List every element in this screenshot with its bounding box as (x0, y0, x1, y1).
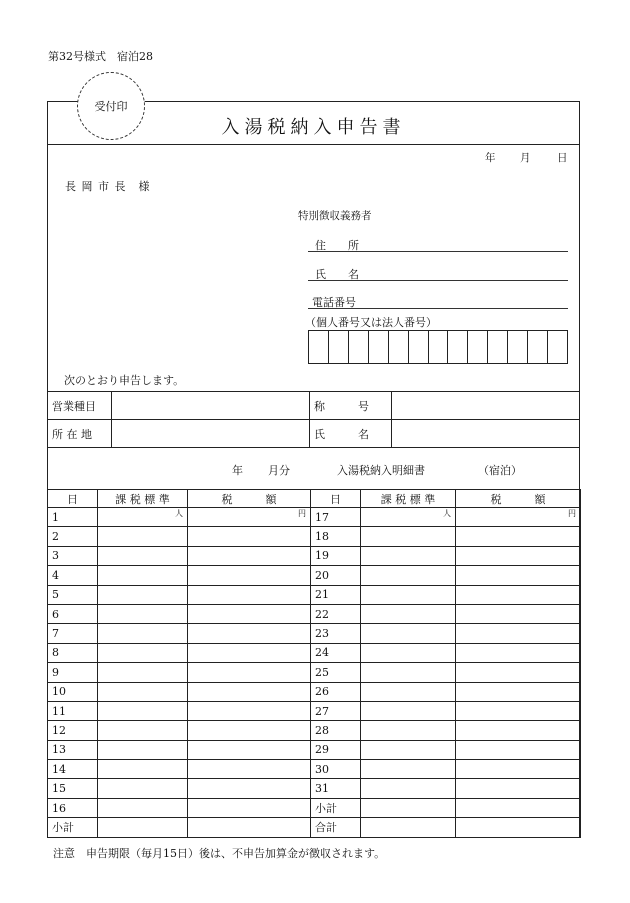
day-cell: 21 (311, 585, 361, 604)
standard-cell[interactable] (361, 546, 456, 565)
stamp-label: 受付印 (94, 100, 128, 113)
tax-cell[interactable] (456, 527, 581, 546)
day-cell: 28 (311, 721, 361, 740)
address-label: 住 所 (315, 239, 359, 252)
tax-cell[interactable] (188, 585, 311, 604)
detail-type: （宿泊） (478, 464, 522, 477)
standard-cell[interactable] (361, 818, 456, 837)
day-cell: 22 (311, 604, 361, 623)
day-cell: 11 (48, 701, 98, 720)
detail-table (47, 489, 581, 838)
table-row (48, 566, 581, 585)
day-cell: 20 (311, 566, 361, 585)
standard-cell[interactable] (98, 546, 188, 565)
tax-cell[interactable] (456, 818, 581, 837)
location-label: 所 在 地 (48, 420, 112, 448)
reception-stamp-circle (77, 72, 145, 140)
table-row (48, 663, 581, 682)
standard-cell[interactable] (361, 585, 456, 604)
tax-cell[interactable] (188, 624, 311, 643)
table-row (48, 508, 581, 527)
tax-cell[interactable] (456, 798, 581, 817)
tax-cell[interactable] (456, 624, 581, 643)
day-cell: 30 (311, 760, 361, 779)
tax-cell[interactable] (456, 566, 581, 585)
standard-cell[interactable] (98, 624, 188, 643)
tax-cell[interactable] (188, 701, 311, 720)
day-cell: 18 (311, 527, 361, 546)
day-cell: 26 (311, 682, 361, 701)
phone-field[interactable] (308, 308, 568, 309)
tax-cell[interactable] (456, 760, 581, 779)
day-cell: 4 (48, 566, 98, 585)
detail-title: 入湯税納入明細書 (337, 464, 425, 477)
tax-cell[interactable] (188, 546, 311, 565)
table-row (48, 527, 581, 546)
day-cell: 13 (48, 740, 98, 759)
tax-cell[interactable] (456, 740, 581, 759)
tax-cell[interactable] (188, 643, 311, 662)
standard-cell[interactable] (361, 760, 456, 779)
tax-cell[interactable] (456, 701, 581, 720)
tax-cell[interactable] (456, 585, 581, 604)
standard-cell[interactable] (98, 585, 188, 604)
owner-name-field[interactable] (392, 420, 580, 448)
unit-label: 人 (443, 509, 451, 518)
header-day-right: 日 (311, 490, 361, 508)
obligor-label: 特別徴収義務者 (298, 210, 372, 222)
day-cell: 合計 (311, 818, 361, 837)
day-cell: 小計 (311, 798, 361, 817)
tax-cell[interactable] (188, 779, 311, 798)
standard-cell[interactable] (361, 566, 456, 585)
standard-cell[interactable] (98, 701, 188, 720)
day-cell: 9 (48, 663, 98, 682)
address-field[interactable] (308, 251, 568, 252)
table-row (48, 585, 581, 604)
tax-cell[interactable] (188, 566, 311, 585)
standard-cell[interactable] (361, 643, 456, 662)
standard-cell[interactable] (361, 682, 456, 701)
standard-cell[interactable] (98, 779, 188, 798)
tax-cell[interactable] (456, 508, 581, 527)
tax-cell[interactable] (456, 546, 581, 565)
unit-label: 人 (175, 509, 183, 518)
table-row (48, 740, 581, 759)
tax-cell[interactable] (188, 798, 311, 817)
tax-cell[interactable] (188, 508, 311, 527)
table-row (48, 701, 581, 720)
business-info-table (47, 391, 580, 448)
standard-cell[interactable] (361, 779, 456, 798)
day-cell: 24 (311, 643, 361, 662)
day-cell: 10 (48, 682, 98, 701)
tax-cell[interactable] (456, 779, 581, 798)
header-tax-right: 税 額 (456, 490, 581, 508)
standard-cell[interactable] (98, 760, 188, 779)
standard-cell[interactable] (98, 604, 188, 623)
notice-text: 注意 申告期限（毎月15日）後は、不申告加算金が徴収されます。 (53, 847, 386, 860)
tax-cell[interactable] (188, 760, 311, 779)
table-row (48, 760, 581, 779)
day-cell: 8 (48, 643, 98, 662)
detail-title-row (47, 448, 580, 489)
standard-cell[interactable] (361, 604, 456, 623)
standard-cell[interactable] (98, 818, 188, 837)
day-cell: 23 (311, 624, 361, 643)
day-cell: 27 (311, 701, 361, 720)
tax-cell[interactable] (456, 682, 581, 701)
phone-label: 電話番号 (312, 296, 356, 309)
table-row (48, 546, 581, 565)
tax-cell[interactable] (456, 721, 581, 740)
id-number-boxes[interactable] (308, 330, 568, 364)
name-label: 氏 名 (315, 268, 359, 281)
tax-cell[interactable] (188, 527, 311, 546)
day-cell: 2 (48, 527, 98, 546)
day-cell: 14 (48, 760, 98, 779)
unit-label: 円 (298, 509, 306, 518)
table-row (48, 818, 581, 837)
table-row (48, 643, 581, 662)
tax-cell[interactable] (188, 818, 311, 837)
tax-cell[interactable] (456, 604, 581, 623)
trade-name-label: 称 号 (310, 392, 392, 420)
tax-cell[interactable] (456, 643, 581, 662)
standard-cell[interactable] (361, 663, 456, 682)
day-cell: 25 (311, 663, 361, 682)
standard-cell[interactable] (98, 740, 188, 759)
day-cell: 6 (48, 604, 98, 623)
date-year-label: 年 (485, 152, 496, 164)
table-row (48, 624, 581, 643)
tax-cell[interactable] (456, 663, 581, 682)
table-row (48, 604, 581, 623)
date-month-label: 月 (520, 152, 531, 164)
name-field[interactable] (308, 280, 568, 281)
day-cell: 12 (48, 721, 98, 740)
day-cell: 16 (48, 798, 98, 817)
standard-cell[interactable] (361, 798, 456, 817)
trade-name-field[interactable] (392, 392, 580, 420)
header-standard-right: 課 税 標 準 (361, 490, 456, 508)
detail-year-label: 年 (232, 464, 243, 477)
day-cell: 31 (311, 779, 361, 798)
business-type-field[interactable] (112, 392, 310, 420)
day-cell: 1 (48, 508, 98, 527)
tax-cell[interactable] (188, 682, 311, 701)
day-cell: 3 (48, 546, 98, 565)
business-type-label: 営業種目 (48, 392, 112, 420)
page-title: 入湯税納入申告書 (221, 117, 406, 138)
standard-cell[interactable] (361, 701, 456, 720)
day-cell: 小計 (48, 818, 98, 837)
standard-cell[interactable] (98, 721, 188, 740)
header-standard-left: 課 税 標 準 (98, 490, 188, 508)
day-cell: 5 (48, 585, 98, 604)
standard-cell[interactable] (98, 508, 188, 527)
addressee: 長 岡 市 長 様 (65, 180, 151, 193)
form-number: 第32号様式 宿泊28 (48, 50, 153, 63)
day-cell: 17 (311, 508, 361, 527)
standard-cell[interactable] (98, 663, 188, 682)
standard-cell[interactable] (98, 527, 188, 546)
owner-name-label: 氏 名 (310, 420, 392, 448)
unit-label: 円 (568, 509, 576, 518)
standard-cell[interactable] (98, 643, 188, 662)
table-row (48, 682, 581, 701)
standard-cell[interactable] (98, 682, 188, 701)
id-number-label: （個人番号又は法人番号） (305, 316, 437, 329)
table-row (48, 779, 581, 798)
day-cell: 7 (48, 624, 98, 643)
standard-cell[interactable] (361, 721, 456, 740)
standard-cell[interactable] (98, 798, 188, 817)
detail-month-label: 月分 (268, 464, 290, 477)
standard-cell[interactable] (361, 740, 456, 759)
day-cell: 19 (311, 546, 361, 565)
tax-cell[interactable] (188, 604, 311, 623)
day-cell: 15 (48, 779, 98, 798)
standard-cell[interactable] (361, 508, 456, 527)
header-tax-left: 税 額 (188, 490, 311, 508)
tax-cell[interactable] (188, 721, 311, 740)
date-day-label: 日 (557, 152, 568, 164)
tax-cell[interactable] (188, 740, 311, 759)
standard-cell[interactable] (98, 566, 188, 585)
table-row (48, 721, 581, 740)
location-field[interactable] (112, 420, 310, 448)
tax-cell[interactable] (188, 663, 311, 682)
day-cell: 29 (311, 740, 361, 759)
header-day-left: 日 (48, 490, 98, 508)
declaration-text: 次のとおり申告します。 (64, 374, 185, 387)
table-row (48, 798, 581, 817)
standard-cell[interactable] (361, 527, 456, 546)
standard-cell[interactable] (361, 624, 456, 643)
